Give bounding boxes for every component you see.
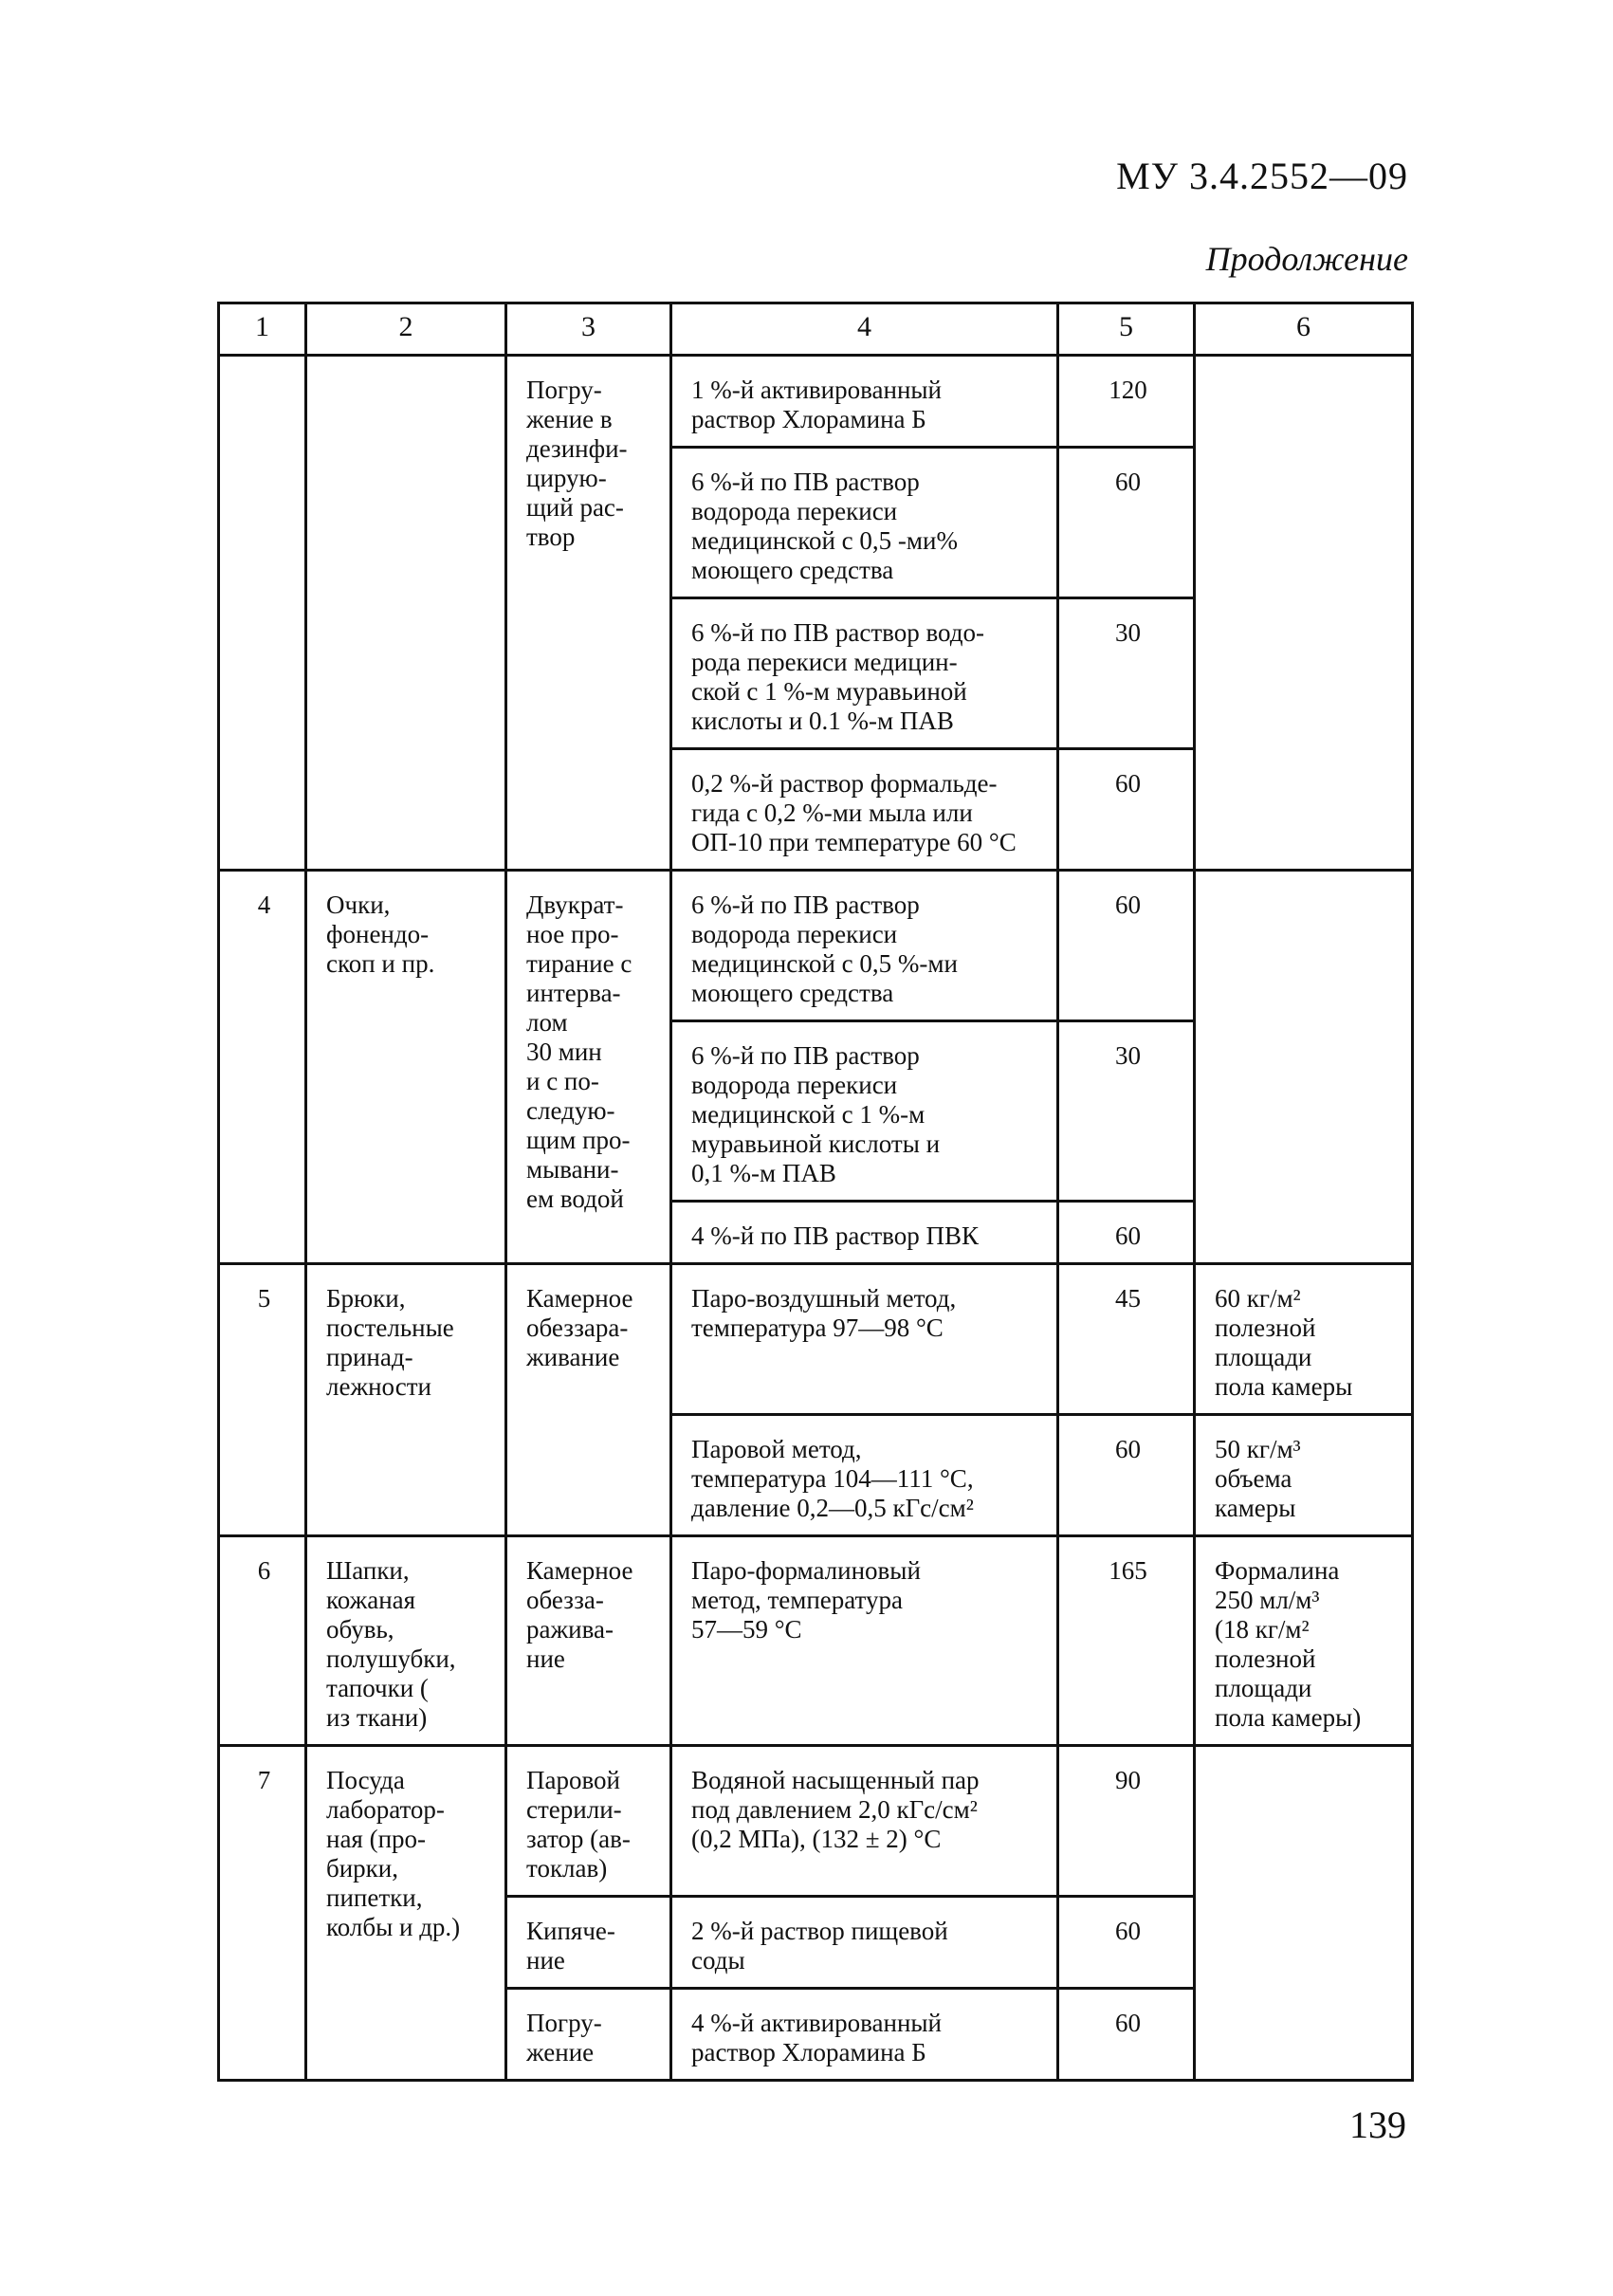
exposure-time-cell: 90 <box>1058 1746 1195 1897</box>
method-cell: Паровой стерили- затор (ав- токлав) <box>506 1746 671 1897</box>
method-cell: Камерное обеззара- живание <box>506 1264 671 1536</box>
agent-cell: 2 %-й раствор пищевой соды <box>671 1897 1058 1989</box>
agent-cell: 6 %-й по ПВ раствор водорода перекиси медицинской с 1 %-м муравьиной кислоты и 0,1 %-м ПАВ <box>671 1021 1058 1202</box>
item-number-cell: 5 <box>219 1264 306 1536</box>
page-number: 139 <box>1349 2103 1406 2146</box>
agent-cell: 4 %-й по ПВ раствор ПВК <box>671 1202 1058 1264</box>
norm-cell <box>1195 1746 1413 2081</box>
document-code: МУ 3.4.2552—09 <box>1116 155 1408 197</box>
agent-cell: Паро-воздушный метод, температура 97—98 °С <box>671 1264 1058 1415</box>
norm-cell <box>1195 356 1413 871</box>
object-cell: Брюки, постельные принад- лежности <box>306 1264 506 1536</box>
exposure-time-cell: 120 <box>1058 356 1195 448</box>
agent-cell: 6 %-й по ПВ раствор водорода перекиси медицинской с 0,5 -ми% моющего средства <box>671 448 1058 598</box>
agent-cell: 4 %-й активированный раствор Хлорамина Б <box>671 1989 1058 2081</box>
table-header-row <box>219 303 1413 356</box>
item-number-cell <box>219 356 306 871</box>
column-header: 6 <box>1195 303 1413 356</box>
exposure-time-cell: 165 <box>1058 1536 1195 1746</box>
norm-cell <box>1195 871 1413 1264</box>
method-cell: Погру- жение <box>506 1989 671 2081</box>
item-number-cell: 7 <box>219 1746 306 2081</box>
disinfection-table <box>217 302 1414 2082</box>
method-cell: Двукрат- ное про- тирание с интерва- лом 30 мин и с по- следую- щим про- мывани- ем водой <box>506 871 671 1264</box>
object-cell: Посуда лаборатор- ная (про- бирки, пипетки, колбы и др.) <box>306 1746 506 2081</box>
norm-cell: 60 кг/м² полезной площади пола камеры <box>1195 1264 1413 1415</box>
object-cell: Очки, фонендо- скоп и пр. <box>306 871 506 1264</box>
exposure-time-cell: 60 <box>1058 448 1195 598</box>
exposure-time-cell: 45 <box>1058 1264 1195 1415</box>
exposure-time-cell: 60 <box>1058 1415 1195 1536</box>
agent-cell: 6 %-й по ПВ раствор водо- рода перекиси медицин- ской с 1 %-м муравьиной кислоты и 0.1 %-м ПАВ <box>671 598 1058 749</box>
agent-cell: Паро-формалиновый метод, температура 57—59 °С <box>671 1536 1058 1746</box>
method-cell: Кипяче- ние <box>506 1897 671 1989</box>
method-cell: Погру- жение в дезинфи- цирую- щий рас- твор <box>506 356 671 871</box>
agent-cell: Паровой метод, температура 104—111 °С, давление 0,2—0,5 кГс/см² <box>671 1415 1058 1536</box>
object-cell: Шапки, кожаная обувь, полушубки, тапочки ( из ткани) <box>306 1536 506 1746</box>
table-row <box>219 1746 1413 1897</box>
column-header: 2 <box>306 303 506 356</box>
agent-cell: 1 %-й активированный раствор Хлорамина Б <box>671 356 1058 448</box>
table-row <box>219 1264 1413 1415</box>
column-header: 4 <box>671 303 1058 356</box>
exposure-time-cell: 30 <box>1058 598 1195 749</box>
exposure-time-cell: 60 <box>1058 749 1195 871</box>
column-header: 3 <box>506 303 671 356</box>
method-cell: Камерное обезза- ражива- ние <box>506 1536 671 1746</box>
column-header: 1 <box>219 303 306 356</box>
column-header: 5 <box>1058 303 1195 356</box>
item-number-cell: 6 <box>219 1536 306 1746</box>
table-row <box>219 356 1413 448</box>
exposure-time-cell: 30 <box>1058 1021 1195 1202</box>
agent-cell: 6 %-й по ПВ раствор водорода перекиси медицинской с 0,5 %-ми моющего средства <box>671 871 1058 1021</box>
table-row <box>219 871 1413 1021</box>
norm-cell: 50 кг/м³ объема камеры <box>1195 1415 1413 1536</box>
exposure-time-cell: 60 <box>1058 1989 1195 2081</box>
exposure-time-cell: 60 <box>1058 1202 1195 1264</box>
agent-cell: 0,2 %-й раствор формальде- гида с 0,2 %-ми мыла или ОП-10 при температуре 60 °С <box>671 749 1058 871</box>
norm-cell: Формалина 250 мл/м³ (18 кг/м² полезной площади пола камеры) <box>1195 1536 1413 1746</box>
object-cell <box>306 356 506 871</box>
exposure-time-cell: 60 <box>1058 871 1195 1021</box>
agent-cell: Водяной насыщенный пар под давлением 2,0 кГс/см² (0,2 МПа), (132 ± 2) °С <box>671 1746 1058 1897</box>
continuation-label: Продолжение <box>1205 240 1408 278</box>
table-row <box>219 1536 1413 1746</box>
exposure-time-cell: 60 <box>1058 1897 1195 1989</box>
item-number-cell: 4 <box>219 871 306 1264</box>
